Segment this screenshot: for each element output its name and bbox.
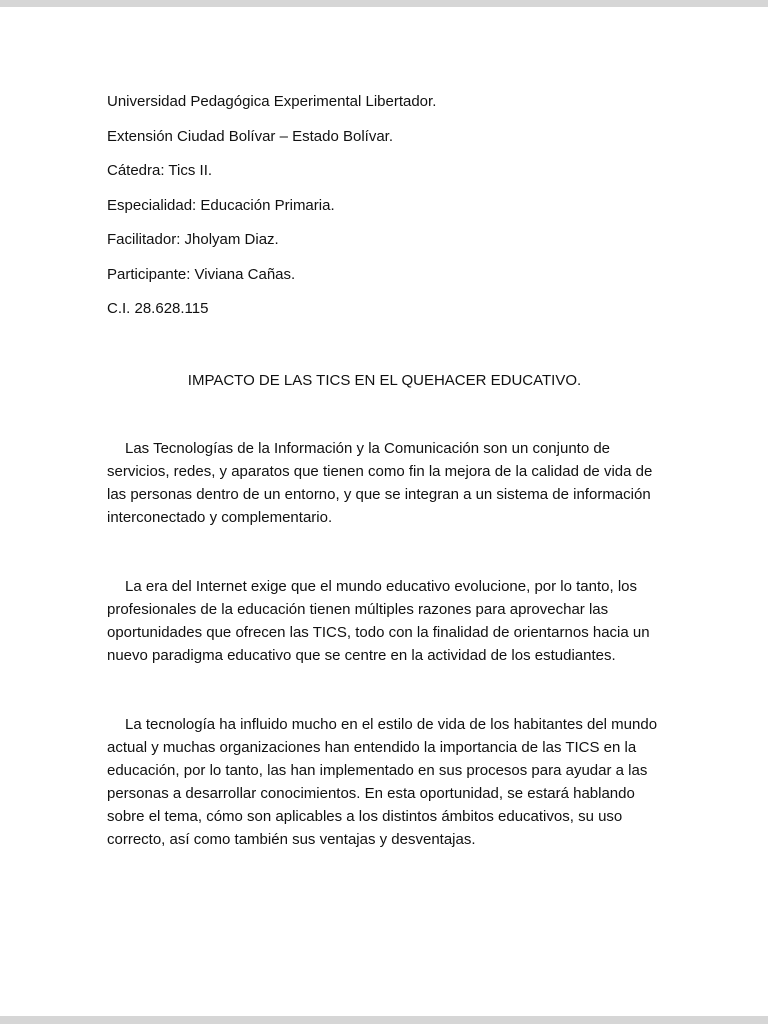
document-header-block <box>107 93 662 317</box>
paragraph-2: La era del Internet exige que el mundo educativo evolucione, por lo tanto, los profesionales de la educación tienen múltiples razones para aprovechar las oportunidades que ofrecen las TICS, todo con la finalidad de orientarnos hacia un nuevo paradigma educativo que se centre en la actividad de los estudiantes. <box>107 578 650 664</box>
document-title: IMPACTO DE LAS TICS EN EL QUEHACER EDUCATIVO. <box>187 372 582 389</box>
header-line-catedra: Cátedra: Tics II. <box>107 162 213 179</box>
header-line-ci: C.I. 28.628.115 <box>107 300 209 317</box>
header-line-participante: Participante: Viviana Cañas. <box>107 265 296 283</box>
header-line-university: Universidad Pedagógica Experimental Libertador. <box>107 93 437 110</box>
header-line-especialidad: Especialidad: Educación Primaria. <box>107 196 335 214</box>
paragraph-3: La tecnología ha influido mucho en el estilo de vida de los habitantes del mundo actual y muchas organizaciones han entendido la importancia de las TICS en la educación, por lo tanto, las han implementado en sus procesos para ayudar a las personas a desarrollar conocimientos. En esta oportunidad, se estará hablando sobre el tema, cómo son aplicables a los distintos ámbitos educativos, su uso correcto, así como también sus ventajas y desventajas. <box>107 716 658 848</box>
page-top-edge <box>0 0 768 7</box>
page-bottom-edge <box>0 1016 768 1024</box>
document-content <box>107 93 662 851</box>
header-line-extension: Extensión Ciudad Bolívar – Estado Bolívar. <box>107 127 393 145</box>
paragraph-1: Las Tecnologías de la Información y la Comunicación son un conjunto de servicios, redes, y aparatos que tienen como fin la mejora de la calidad de vida de las personas dentro de un entorno, y que se integran a un sistema de información interconectado y complementario. <box>107 440 653 526</box>
header-line-facilitador: Facilitador: Jholyam Diaz. <box>107 231 279 248</box>
